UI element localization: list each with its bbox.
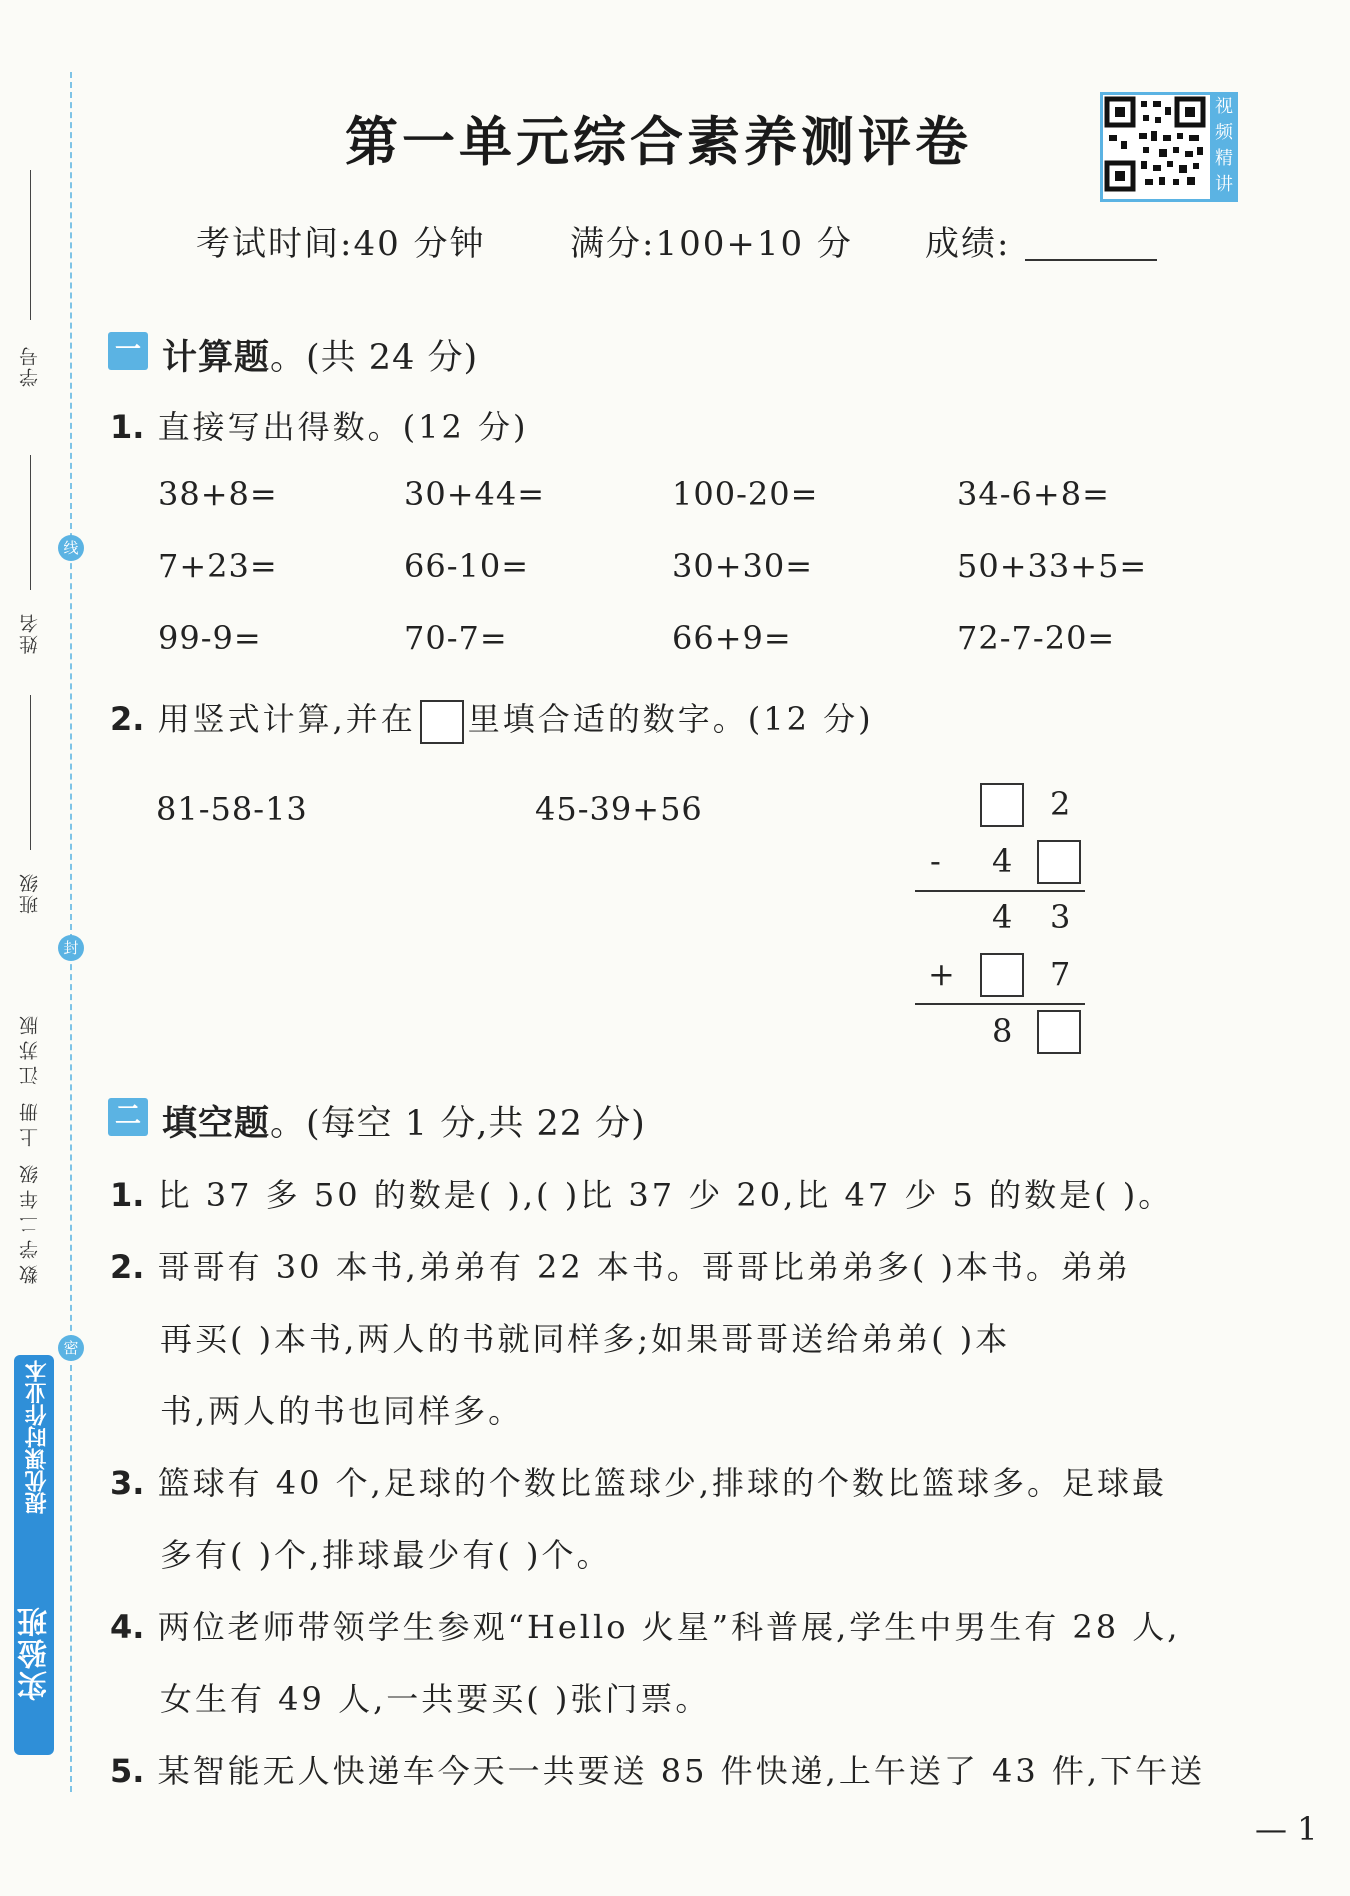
fill-question-5 [110, 1746, 1205, 1792]
digit: 8 [992, 1012, 1013, 1050]
fill-question-4 [110, 1602, 1180, 1648]
video-tag-char: 视 [1215, 96, 1233, 117]
qr-code-icon[interactable] [1100, 92, 1216, 202]
question-line: 再买( )本书,两人的书就同样多;如果哥哥送给弟弟( )本 [160, 1320, 1011, 1358]
section-title [162, 1096, 646, 1146]
question-line: 女生有 49 人,一共要买( )张门票。 [160, 1680, 711, 1718]
digit: 7 [1050, 955, 1071, 993]
equation: 30+30= [672, 547, 814, 585]
minus-sign: - [930, 842, 941, 880]
question-line: 哥哥有 30 本书,弟弟有 22 本书。哥哥比弟弟多( )本书。弟弟 [157, 1248, 1132, 1286]
section-title [162, 330, 478, 380]
calc-rule [915, 890, 1085, 892]
equation: 66+9= [672, 619, 792, 657]
fill-question-3 [110, 1458, 1167, 1504]
book-info: 数学二年级 上册 江苏版 [19, 1010, 41, 1285]
question-line: 比 37 多 50 的数是( ),( )比 37 少 20,比 47 少 5 的数是( )。 [157, 1176, 1174, 1214]
page-title: 第一单元综合素养测评卷 [345, 111, 972, 173]
question-line: 某智能无人快递车今天一共要送 85 件快递,上午送了 43 件,下午送 [157, 1752, 1206, 1790]
equation: 66-10= [404, 547, 530, 585]
question-text: 直接写出得数。(12 分) [157, 408, 529, 446]
question-number: 4. [110, 1608, 145, 1646]
answer-box [420, 700, 464, 744]
digit: 2 [1050, 785, 1071, 823]
section-title-text: 计算题 [162, 338, 271, 378]
seal-mark-line: 线 [58, 535, 84, 561]
section-note: 。(共 24 分) [270, 338, 479, 378]
equation: 38+8= [158, 475, 278, 513]
digit: 3 [1050, 898, 1071, 936]
equation: 34-6+8= [957, 475, 1110, 513]
score-label: 成绩: [925, 224, 1011, 264]
question-number: 5. [110, 1752, 145, 1790]
class-label: 班级 [19, 872, 41, 914]
score-blank[interactable] [1025, 259, 1157, 261]
seal-mark-seal: 封 [58, 935, 84, 961]
question-line: 两位老师带领学生参观“Hello 火星”科普展,学生中男生有 28 人, [157, 1608, 1181, 1646]
question-line: 书,两人的书也同样多。 [160, 1392, 524, 1430]
video-tag-char: 精 [1215, 148, 1233, 169]
equation: 7+23= [158, 547, 278, 585]
question-line: 篮球有 40 个,足球的个数比篮球少,排球的个数比篮球多。足球最 [157, 1464, 1168, 1502]
digit-box[interactable] [980, 953, 1024, 997]
brand-main-text: 实验班 [18, 1605, 53, 1701]
expression: 45-39+56 [535, 790, 703, 828]
name-blank [30, 455, 31, 590]
question-2 [110, 694, 874, 744]
class-blank [30, 695, 31, 850]
digit-box[interactable] [980, 783, 1024, 827]
video-tag-char: 讲 [1215, 174, 1233, 195]
student-id-blank [30, 170, 31, 320]
full-score: 满分:100+10 分 [570, 224, 853, 264]
equation: 72-7-20= [957, 619, 1116, 657]
section-note: 。(每空 1 分,共 22 分) [270, 1104, 646, 1144]
fill-question-2 [110, 1242, 1131, 1288]
exam-time: 考试时间:40 分钟 [196, 224, 486, 264]
video-tag-char: 频 [1215, 122, 1233, 143]
question-text-a: 用竖式计算,并在 [157, 700, 416, 738]
calc-rule [915, 1003, 1085, 1005]
question-text-b: 里填合适的数字。(12 分) [467, 700, 874, 738]
expression: 81-58-13 [156, 790, 308, 828]
equation: 30+44= [404, 475, 546, 513]
name-label: 姓名 [19, 612, 41, 654]
section-title-text: 填空题 [162, 1104, 271, 1144]
video-tag[interactable] [1210, 92, 1238, 202]
plus-sign: + [928, 955, 955, 993]
digit-box[interactable] [1037, 840, 1081, 884]
question-number: 2. [110, 1248, 145, 1286]
digit-box[interactable] [1037, 1010, 1081, 1054]
equation: 70-7= [404, 619, 508, 657]
question-1 [110, 402, 528, 448]
question-number: 1. [110, 1176, 145, 1214]
student-id-label: 学号 [19, 345, 41, 387]
digit: 4 [992, 898, 1013, 936]
question-number: 1. [110, 408, 145, 446]
equation: 100-20= [672, 475, 819, 513]
page-number: — 1 [1255, 1810, 1318, 1848]
question-number: 3. [110, 1464, 145, 1502]
section-badge: 二 [108, 1098, 148, 1136]
equation: 50+33+5= [957, 547, 1148, 585]
seal-mark-secret: 密 [58, 1335, 84, 1361]
fill-question-1 [110, 1170, 1173, 1216]
section-badge: 一 [108, 332, 148, 370]
question-number: 2. [110, 700, 145, 738]
equation: 99-9= [158, 619, 262, 657]
question-line: 多有( )个,排球最少有( )个。 [160, 1536, 612, 1574]
digit: 4 [992, 842, 1013, 880]
brand-sub-text: 提优课时作业本 [25, 1360, 50, 1514]
binding-dashed-line [70, 72, 72, 1792]
